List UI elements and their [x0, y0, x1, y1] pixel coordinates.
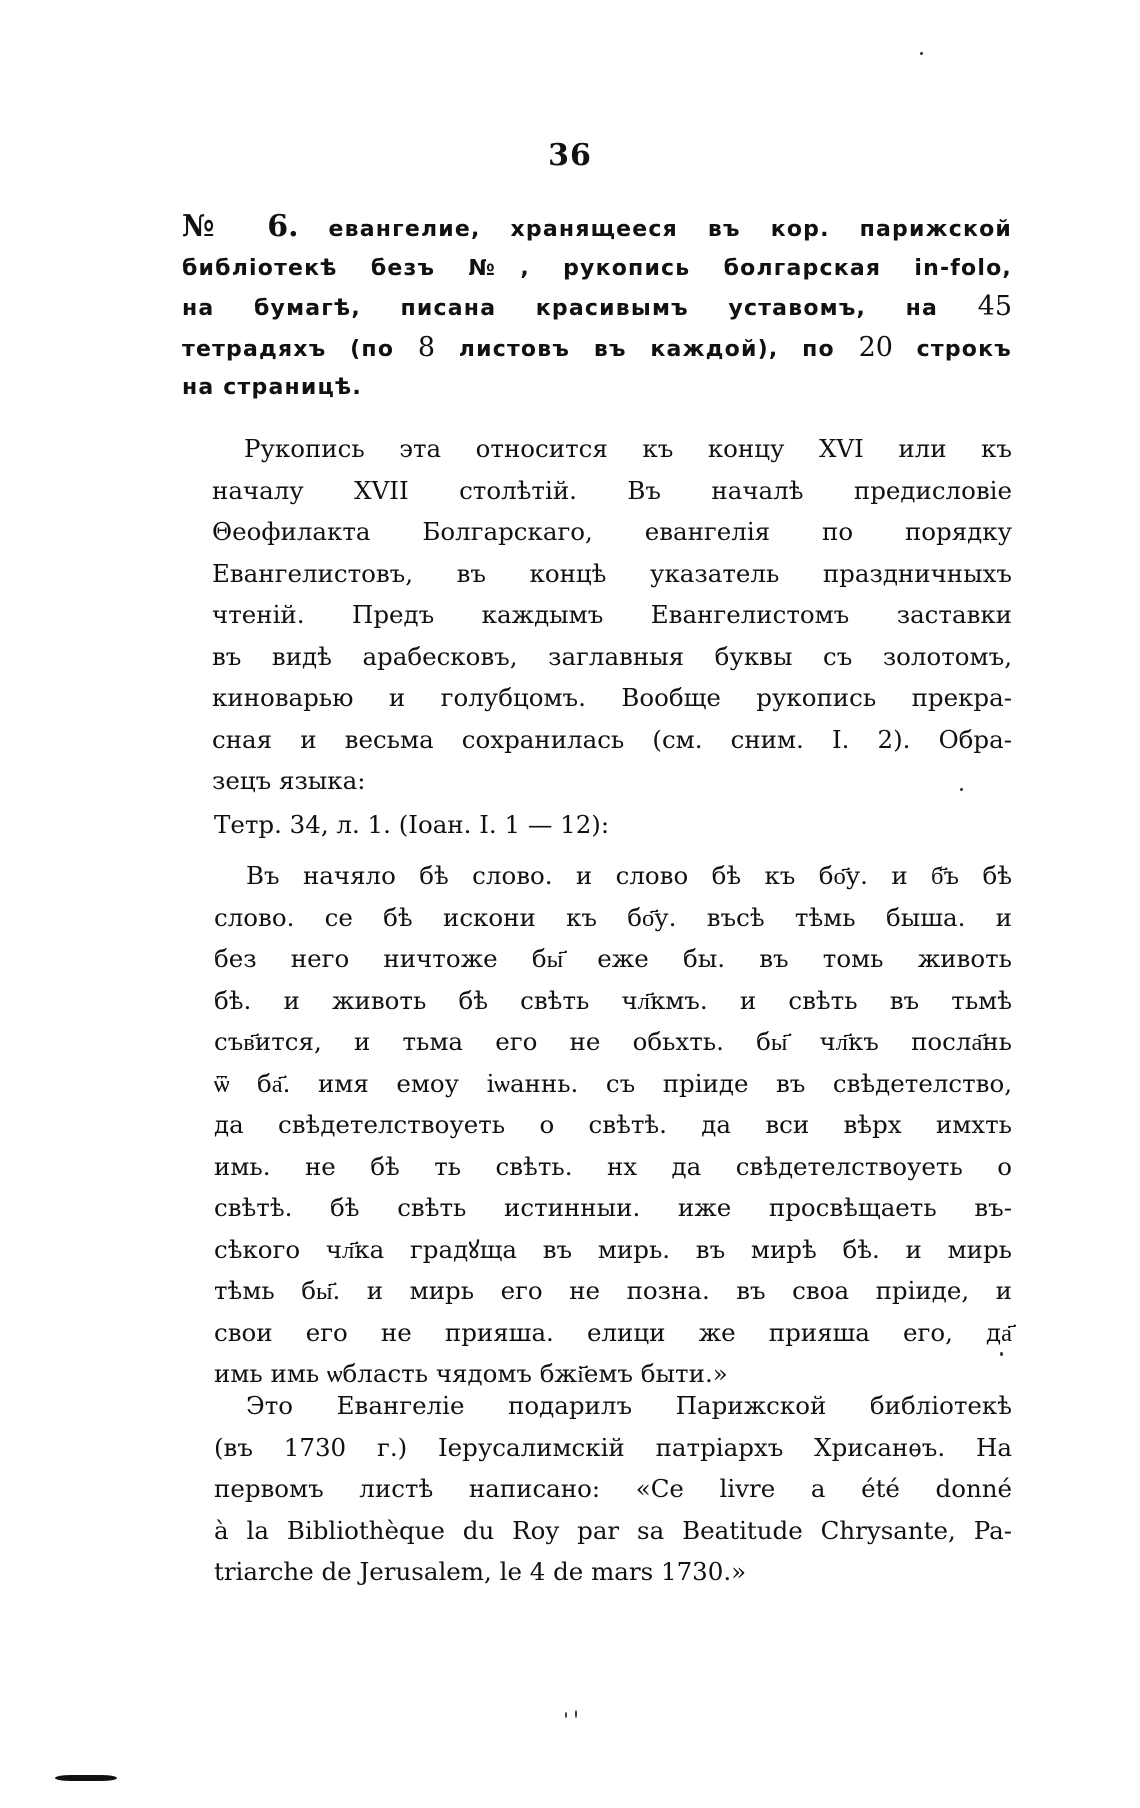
quote-line-13: имь имь ѡбласть чядомъ бжі҃емъ быти.» — [214, 1359, 728, 1388]
quote-line-11: тѣмь бы҃. и мирь его не позна. въ своа пріиде, и — [214, 1276, 1012, 1305]
margin-dash-mark — [55, 1775, 117, 1781]
heading-line-3-text: на бумагѣ, писана красивымъ уставомъ, на — [182, 296, 939, 321]
description-line-8: сная и весьма сохранилась (см. сним. I. 2). Обра- — [212, 724, 1012, 754]
quote-line-2: слово. се бѣ искони къ бо҃у. въсѣ тѣмь быша. и — [214, 902, 1012, 932]
provenance-line-2: (въ 1730 г.) Іерусалимскій патріархъ Хрисанѳъ. На — [214, 1432, 1012, 1462]
description-line-1: Рукопись эта относится къ концу XVI или къ — [244, 434, 1012, 463]
quote-line-12: свои его не прияша. елици же прияша его, да҃ — [214, 1317, 1012, 1347]
heading-line-5: на страницѣ. — [182, 375, 362, 400]
ink-speck — [1000, 1352, 1003, 1356]
heading-line-4-number-a: 8 — [417, 331, 436, 363]
quote-line-3: без него ничтоже бы҃ еже бы. въ томь животь — [214, 944, 1012, 973]
quote-line-6: ѿ ба҃. имя емоу іѡаннь. съ пріиде въ свѣдетелство, — [214, 1068, 1012, 1098]
citation-line: Тетр. 34, л. 1. (Іоан. I. 1 — 12): — [214, 810, 610, 839]
heading-line-3-number: 45 — [977, 291, 1012, 322]
heading-line-4-text-b: листовъ въ каждой), по — [458, 336, 835, 362]
description-line-3: Θеофилакта Болгарскаго, евангелія по порядку — [212, 517, 1012, 546]
manuscript-heading — [182, 208, 1012, 408]
heading-line-4-number-b: 20 — [858, 331, 893, 363]
provenance-line-5: triarche de Jerusalem, le 4 de mars 1730.» — [214, 1557, 747, 1586]
heading-line-1 — [182, 208, 1012, 250]
description-line-9: зецъ языка: — [212, 766, 366, 795]
description-line-2: началу XVII столѣтій. Въ началѣ предисловіе — [212, 475, 1012, 505]
heading-line-4-text-a: тетрадяхъ (по — [182, 336, 395, 362]
heading-number-label: № 6. — [182, 209, 299, 244]
gospel-quote — [182, 855, 1012, 1395]
provenance-line-3: первомъ листѣ написано: «Ce livre a été donné — [214, 1474, 1012, 1503]
ink-speck — [920, 52, 923, 55]
quote-line-9: свѣтѣ. бѣ свѣть истинныи. иже просвѣщаеть въ- — [214, 1193, 1012, 1222]
heading-line-1-text: евангелие, хранящееся въ кор. парижской — [328, 217, 1013, 242]
quote-line-7: да свѣдетелствоуеть о свѣтѣ. да вси вѣрх имхть — [214, 1110, 1012, 1139]
ink-speck — [565, 1712, 567, 1718]
description-line-4: Евангелистовъ, въ концѣ указатель праздничныхъ — [212, 558, 1012, 588]
provenance-line-1: Это Евангеліе подарилъ Парижской библіотекѣ — [246, 1391, 1012, 1420]
description-line-5: чтеній. Предъ каждымъ Евангелистомъ заставки — [212, 600, 1012, 629]
heading-line-2: библіотекѣ безъ №, рукопись болгарская in-folo, — [182, 255, 1012, 281]
quote-line-10: сѣкого чл҃ка градꙋща въ мирь. въ мирѣ бѣ. и мирь — [214, 1234, 1012, 1264]
provenance-paragraph — [182, 1385, 1012, 1593]
heading-line-3 — [182, 288, 1012, 329]
heading-line-4-text-c: строкъ — [916, 336, 1012, 362]
quote-line-1: Въ начяло бѣ слово. и слово бѣ къ бо҃у. и б҃ъ бѣ — [246, 861, 1012, 890]
provenance-line-4: à la Bibliothèque du Roy par sa Beatitude Chrysante, Pa- — [214, 1515, 1012, 1545]
quote-line-4: бѣ. и животь бѣ свѣть чл҃кмъ. и свѣть въ тьмѣ — [214, 985, 1012, 1015]
heading-line-4 — [182, 329, 1012, 370]
description-paragraph — [182, 428, 1012, 802]
description-line-7: киноварью и голубцомъ. Вообще рукопись прекра- — [212, 683, 1012, 712]
ink-speck — [960, 788, 963, 791]
ink-speck — [575, 1710, 577, 1718]
description-line-6: въ видѣ арабесковъ, заглавныя буквы съ золотомъ, — [212, 641, 1012, 671]
quote-line-8: имь. не бѣ ть свѣть. нх да свѣдетелствоуеть о — [214, 1151, 1012, 1181]
page-number: 36 — [548, 138, 592, 173]
quote-line-5: съв҃ится, и тьма его не обьхть. бы҃ чл҃къ посла҃нь — [214, 1027, 1012, 1056]
